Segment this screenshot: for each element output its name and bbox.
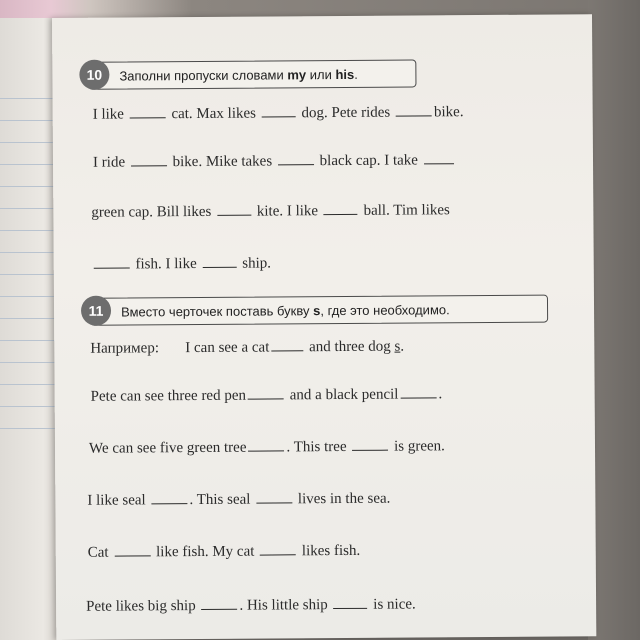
exercise-10-number: 10 [79, 60, 109, 90]
workbook-page [52, 14, 596, 640]
exercise-11-line-2: We can see five green tree . This tree is green. [88, 438, 445, 457]
blank[interactable] [256, 490, 292, 503]
blank[interactable] [278, 152, 314, 165]
blank[interactable] [424, 151, 454, 164]
blank[interactable] [248, 438, 284, 451]
exercise-10-line-1: I like cat. Max likes dog. Pete rides bike. [92, 104, 464, 123]
blank[interactable] [324, 202, 358, 215]
blank[interactable] [262, 104, 296, 117]
blank[interactable] [248, 386, 284, 399]
example-answer: s [394, 338, 401, 355]
exercise-11-number: 11 [81, 296, 111, 326]
exercise-11-line-1: Pete can see three red pen and a black pencil . [90, 386, 443, 405]
blank[interactable] [131, 153, 167, 166]
blank[interactable] [260, 542, 296, 555]
blank[interactable] [217, 203, 251, 216]
blank[interactable] [333, 596, 367, 609]
exercise-11-header [90, 295, 548, 326]
exercise-10-line-2: I ride bike. Mike takes black cap. I take [93, 151, 456, 172]
exercise-10-header [88, 59, 416, 89]
blank[interactable] [94, 255, 130, 268]
exercise-10-instruction: Заполни пропуски словами my или his. [119, 66, 358, 84]
exercise-10-line-4: fish. I like ship. [92, 254, 271, 273]
exercise-11-line-4: Cat like fish. My cat likes fish. [87, 542, 361, 561]
blank[interactable] [202, 255, 236, 268]
exercise-11-line-5: Pete likes big ship . His little ship is nice. [86, 596, 416, 615]
background-desk-right [588, 0, 640, 640]
exercise-11-line-3: I like seal . This seal lives in the sea. [87, 490, 391, 509]
blank[interactable] [151, 491, 187, 504]
exercise-11-instruction: Вместо черточек поставь букву s, где это необходимо. [120, 301, 450, 320]
blank[interactable] [400, 385, 436, 398]
blank[interactable] [396, 103, 432, 116]
exercise-11-example: Например: I can see a cat and three dog s. [90, 338, 405, 357]
blank[interactable] [114, 543, 150, 556]
blank[interactable] [352, 438, 388, 451]
blank[interactable] [271, 338, 303, 351]
blank[interactable] [130, 105, 166, 118]
blank[interactable] [201, 597, 237, 610]
exercise-10-line-3: green cap. Bill likes kite. I like ball. Tim likes [91, 202, 450, 221]
